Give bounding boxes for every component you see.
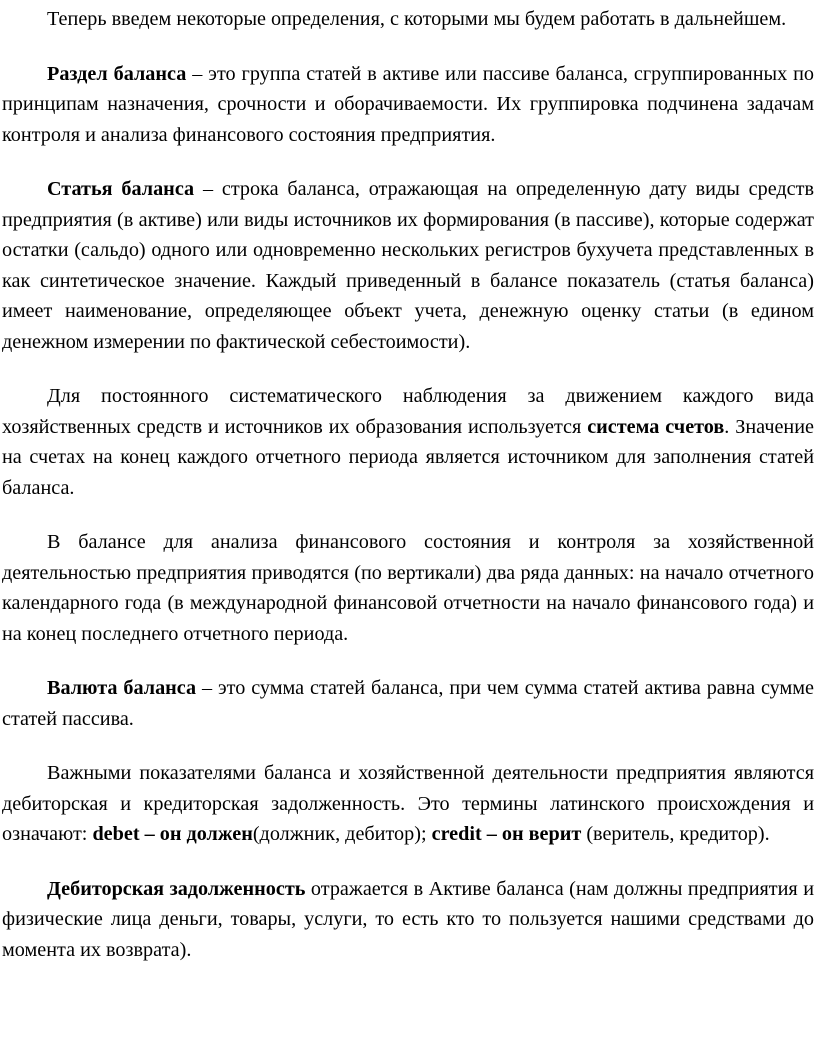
paragraph-data-rows [2, 527, 814, 649]
definition-text: – это сумма статей баланса, при чем сумма статей актива равна сумме статей пассива. [2, 677, 814, 730]
paragraph-intro [2, 4, 814, 35]
text-run: Теперь введем некоторые определения, с которыми мы будем работать в дальнейшем. [47, 8, 787, 30]
paragraph-receivables [2, 874, 814, 966]
text-run: В балансе для анализа финансового состояния и контроля за хозяйственной деятельностью предприятия приводятся (по вертикали) два ряда данных: на начало отчетного календарного года (в международной финансовой отчетности на начало финансового года) и на конец последнего отчетного периода. [2, 531, 814, 645]
term-account-system: система счетов [587, 415, 725, 438]
paragraph-balance-currency [2, 673, 814, 734]
definition-text: отражается в Активе баланса (нам должны предприятия и физические лица деньги, товары, услуги, то есть кто то пользуется нашими средствами до момента их возврата). [2, 877, 815, 961]
term-credit: credit – он верит [431, 823, 582, 845]
term-balance-item: Статья баланса [47, 178, 195, 200]
term-balance-currency: Валюта баланса [47, 677, 197, 699]
paragraph-account-system [2, 381, 814, 503]
paragraph-balance-section [2, 59, 814, 151]
text-run: (должник, дебитор); [252, 823, 432, 845]
text-run: Важными показателями баланса и хозяйственной деятельности предприятия являются дебиторская и кредиторская задолженность. Это термины латинского происхождения и означают: [2, 762, 814, 845]
definition-text: – это группа статей в активе или пассиве баланса, сгруппированных по принципам назначения, срочности и оборачиваемости. Их группировка подчинена задачам контроля и анализа финансового состояния предприятия. [2, 62, 814, 146]
term-receivables: Дебиторская задолженность [47, 877, 306, 900]
text-run: Для постоянного систематического наблюдения за движением каждого вида хозяйственных средств и источников их образования используется [2, 385, 814, 438]
text-run: (веритель, кредитор). [581, 823, 770, 845]
text-run: . Значение на счетах на конец каждого отчетного периода является источником для заполнения статей баланса. [2, 415, 815, 499]
term-balance-section: Раздел баланса [47, 62, 187, 85]
paragraph-balance-item [2, 174, 814, 357]
term-debet: debet – он должен [92, 823, 253, 845]
definition-text: – строка баланса, отражающая на определенную дату виды средств предприятия (в активе) или виды источников их формирования (в пассиве), которые содержат остатки (сальдо) одного или одновременно нескольких регистров бухучета представленных в как синтетическое значение. Каждый приведенный в балансе показатель (статья баланса) имеет наименование, определяющее объект учета, денежную оценку статьи (в едином денежном измерении по фактической себестоимости). [2, 178, 814, 353]
paragraph-debt-terms [2, 758, 814, 850]
